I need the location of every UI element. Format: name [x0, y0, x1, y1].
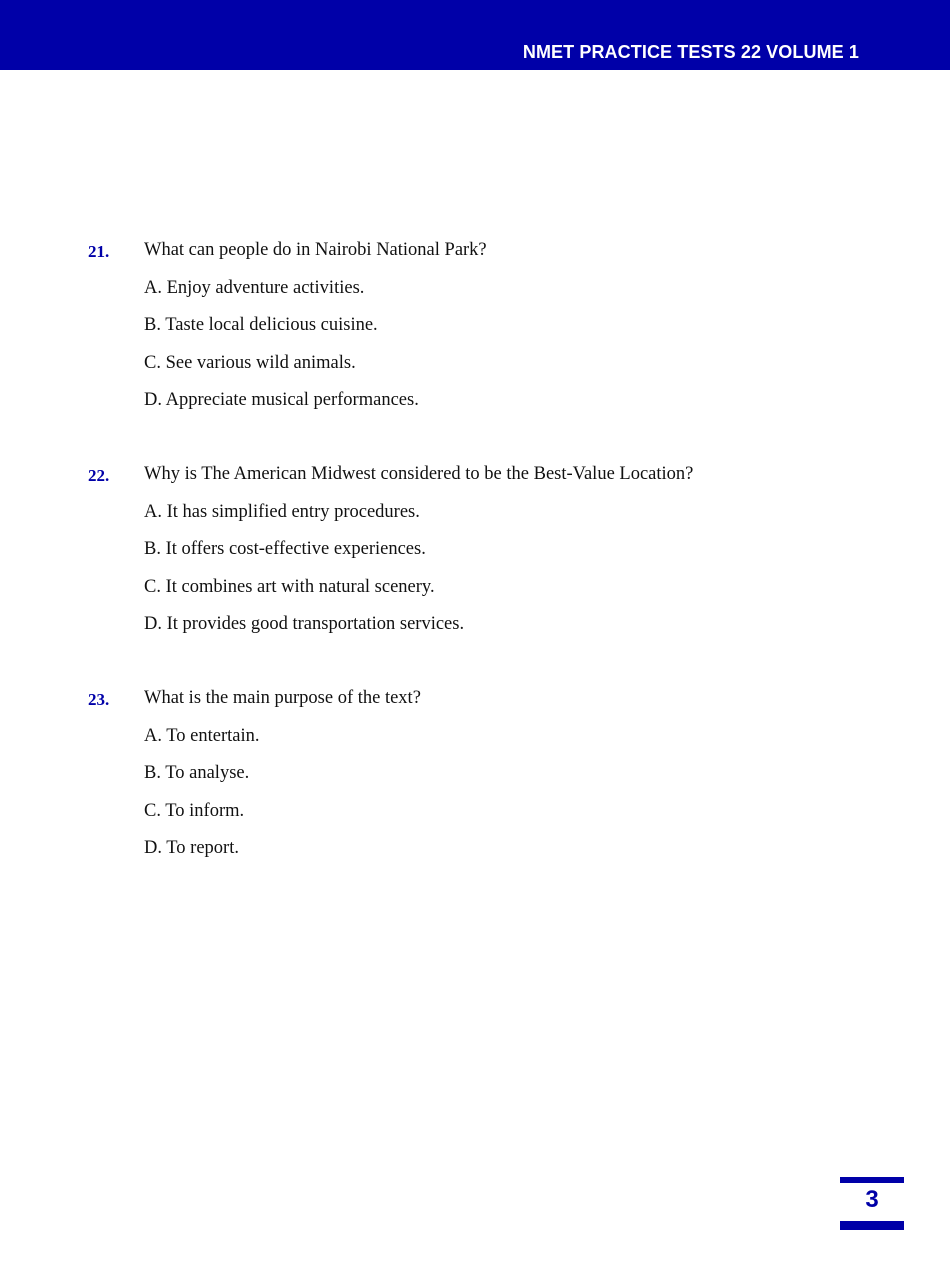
question-number: 23. [88, 690, 110, 709]
option-d: D. Appreciate musical performances. [144, 389, 419, 410]
page-number-box [840, 1177, 904, 1230]
option-d: D. To report. [144, 837, 239, 858]
option-c: C. To inform. [144, 800, 245, 821]
header-title: NMET PRACTICE TESTS 22 VOLUME 1 [522, 42, 859, 62]
question-text: Why is The American Midwest considered to be the Best-Value Location? [144, 464, 694, 484]
option-b: B. It offers cost-effective experiences. [144, 539, 426, 560]
question-text: What is the main purpose of the text? [144, 688, 421, 708]
option-d: D. It provides good transportation services. [144, 613, 465, 634]
page-number-rule-bottom [840, 1221, 904, 1230]
option-c: C. It combines art with natural scenery. [144, 576, 435, 597]
option-list [144, 277, 419, 426]
question-number: 22. [88, 466, 110, 485]
page-number-rule-top [840, 1177, 904, 1183]
option-a: A. To entertain. [144, 726, 260, 746]
question-text: What can people do in Nairobi National Park? [144, 240, 487, 260]
page-number: 3 [865, 1186, 879, 1213]
option-list [144, 725, 260, 874]
option-a: A. It has simplified entry procedures. [144, 502, 420, 522]
option-b: B. Taste local delicious cuisine. [144, 315, 378, 336]
header-bar [0, 0, 950, 70]
question-number: 21. [88, 242, 110, 261]
option-c: C. See various wild animals. [144, 352, 356, 373]
option-a: A. Enjoy adventure activities. [144, 278, 365, 298]
option-list [144, 501, 464, 650]
option-b: B. To analyse. [144, 763, 250, 784]
